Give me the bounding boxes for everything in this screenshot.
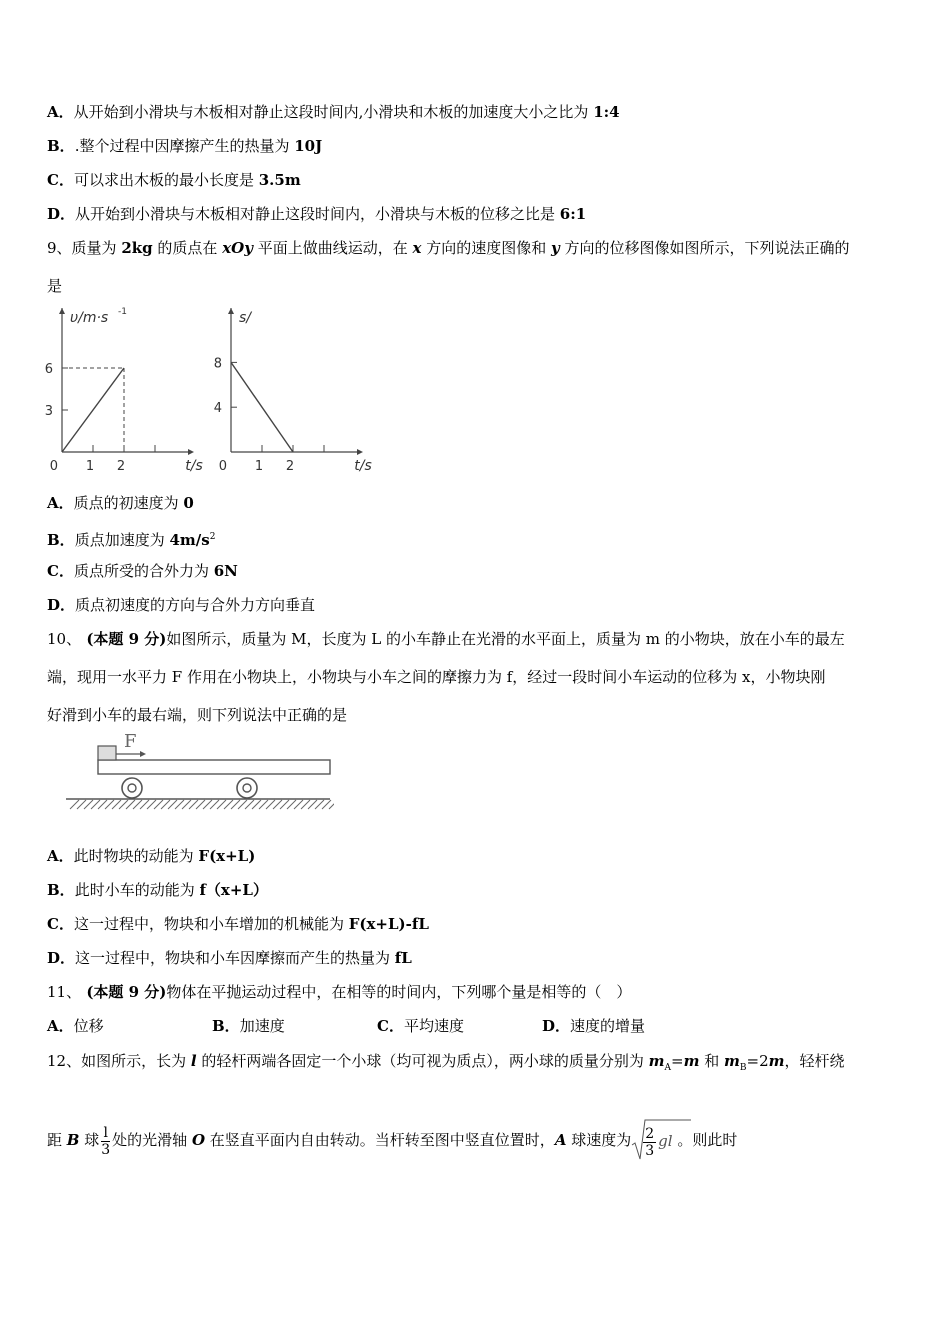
- q9-option-a[interactable]: [47, 493, 194, 513]
- option-value: 4m/s: [169, 531, 210, 549]
- q9-option-c[interactable]: [47, 561, 238, 581]
- q12-stem-line2: [47, 1118, 737, 1164]
- chart-2: [214, 308, 372, 474]
- chart-1: [45, 307, 203, 474]
- x-tick-label: 1: [85, 459, 95, 474]
- ground-hatching: [70, 800, 334, 809]
- q11-stem: [47, 982, 631, 1002]
- q8-option-d[interactable]: [47, 204, 586, 224]
- option-text: 从开始到小滑块与木板相对静止这段时间内，小滑块与木板的位移之比是: [75, 205, 560, 223]
- wheel-left-hub: [128, 784, 136, 792]
- option-text: 从开始到小滑块与木板相对静止这段时间内,小滑块和木板的加速度大小之比为: [73, 103, 594, 121]
- q9-mass: 2kg: [121, 239, 153, 257]
- block: [98, 746, 116, 760]
- option-text: .整个过程中因摩擦产生的热量为: [74, 137, 295, 155]
- y-axis-arrow: [59, 308, 65, 314]
- q8-option-a[interactable]: [47, 102, 620, 122]
- q11-option-d[interactable]: [542, 1016, 645, 1036]
- q12-text: 的轻杆两端各固定一个小球（均可视为质点），两小球的质量分别为: [196, 1052, 649, 1070]
- y-tick-label: 4: [213, 401, 222, 417]
- option-text: 质点初速度的方向与合外力方向垂直: [75, 596, 316, 614]
- x-tick-label: 0: [218, 459, 227, 474]
- option-text: 质点的初速度为: [73, 494, 184, 512]
- q11-options: [47, 1016, 897, 1036]
- option-label: D．: [47, 949, 76, 967]
- q12-mass-a-sub: A: [664, 1063, 671, 1073]
- q12-text: ，轻杆绕: [784, 1052, 845, 1070]
- q11-option-b[interactable]: [212, 1016, 285, 1036]
- q11-text: 物体在平抛运动过程中，在相等的时间内，下列哪个量是相等的（ ）: [166, 983, 632, 1001]
- x-tick-label: 2: [116, 459, 126, 474]
- option-label: A．: [47, 103, 74, 121]
- q9-yvar: y: [550, 239, 560, 257]
- q12-axis-o: O: [191, 1131, 206, 1149]
- option-text: 这一过程中，物块和小车增加的机械能为: [73, 915, 349, 933]
- option-text: 质点加速度为: [74, 531, 170, 549]
- option-value: 1:4: [593, 103, 620, 121]
- q10-option-b[interactable]: [47, 880, 268, 900]
- x-tick-label: 2: [285, 459, 295, 474]
- x-axis-arrow: [357, 449, 363, 455]
- cart-body: [98, 760, 330, 774]
- option-label: C．: [377, 1017, 404, 1035]
- option-value: 6N: [213, 562, 238, 580]
- option-label: B．: [212, 1017, 240, 1035]
- option-label: D．: [47, 205, 76, 223]
- q12-mass-b-sub: B: [739, 1063, 747, 1073]
- q12-text: 和: [699, 1052, 724, 1070]
- y-axis-arrow: [228, 308, 234, 314]
- sqrt-tail: gl: [658, 1132, 673, 1150]
- option-label: B．: [47, 881, 75, 899]
- x-tick-label: 0: [49, 459, 58, 474]
- q10-stem-line1: [47, 629, 845, 649]
- fraction-numerator: l: [101, 1125, 110, 1142]
- q12-mass-b: m: [724, 1052, 740, 1070]
- option-text: 速度的增量: [570, 1017, 646, 1035]
- question-number: 11、: [47, 983, 82, 1001]
- option-label: D．: [542, 1017, 571, 1035]
- cart-figure: [62, 730, 334, 812]
- option-label: C．: [47, 915, 74, 933]
- q12-text: 处的光滑轴: [112, 1131, 192, 1149]
- q12-text: 球速度为: [566, 1131, 632, 1149]
- option-label: D．: [47, 596, 76, 614]
- x-axis-arrow: [188, 449, 194, 455]
- q12-m: m: [683, 1052, 700, 1070]
- displacement-time-graph: [205, 300, 375, 480]
- q9-xvar: x: [412, 239, 422, 257]
- option-text: 质点所受的合外力为: [73, 562, 214, 580]
- option-value: fL: [394, 949, 412, 967]
- q12-m: m: [768, 1052, 785, 1070]
- option-value: f（x+L）: [199, 881, 268, 899]
- option-value: 3.5m: [258, 171, 301, 189]
- q9-text: 方向的位移图像如图所示，下列说法正确的: [559, 239, 850, 257]
- q8-option-c[interactable]: [47, 170, 301, 190]
- velocity-time-graph: [36, 300, 206, 480]
- series-line: [231, 362, 293, 452]
- y-axis-label: s/: [239, 310, 252, 326]
- force-arrow-head: [140, 751, 146, 757]
- y-axis-label-sup: -1: [118, 307, 127, 317]
- y-tick-label: 6: [44, 362, 53, 377]
- option-label: B．: [47, 531, 75, 549]
- q12-text: 。则此时: [672, 1131, 738, 1149]
- option-value: F(x+L): [198, 847, 256, 865]
- option-text: 可以求出木板的最小长度是: [73, 171, 259, 189]
- option-text: 此时小车的动能为: [74, 881, 200, 899]
- option-label: B．: [47, 137, 75, 155]
- question-number: 12、: [47, 1052, 82, 1070]
- q11-option-a[interactable]: [47, 1016, 104, 1036]
- q11-option-c[interactable]: [377, 1016, 464, 1036]
- q12-text: 球: [79, 1131, 100, 1149]
- radical-sign: [631, 1117, 691, 1163]
- option-value-sup: 2: [209, 532, 216, 542]
- q12-text: 在竖直平面内自由转动。当杆转至图中竖直位置时，: [205, 1131, 555, 1149]
- q10-option-a[interactable]: [47, 846, 255, 866]
- y-tick-label: 3: [44, 404, 53, 419]
- x-axis-label: t/s: [185, 458, 203, 474]
- question-number: 10、: [47, 630, 82, 648]
- option-value: 6:1: [559, 205, 587, 223]
- option-label: A．: [47, 494, 74, 512]
- option-label: C．: [47, 171, 74, 189]
- question-number: 9、: [47, 239, 72, 257]
- q10-text: 如图所示，质量为 M，长度为 L 的小车静止在光滑的水平面上，质量为 m 的小物块，放在小车的最左: [166, 630, 845, 648]
- q12-length-var: l: [190, 1052, 197, 1070]
- q12-text: 如图所示，长为: [81, 1052, 191, 1070]
- q10-stem-line2: 端，现用一水平力 F 作用在小物块上，小物块与小车之间的摩擦力为 f，经过一段时间小车运动的位移为 x，小物块刚: [47, 668, 826, 686]
- sqrt-numerator: 2: [645, 1125, 655, 1142]
- option-text: 平均速度: [403, 1017, 464, 1035]
- q12-text: =: [671, 1052, 684, 1070]
- q12-ball-b: B: [66, 1131, 80, 1149]
- q12-ball-a: A: [554, 1131, 567, 1149]
- q12-text: 距: [47, 1131, 67, 1149]
- question-score: (本题 9 分): [81, 630, 167, 648]
- q9-stem-line1: [47, 238, 849, 258]
- q9-stem-line2: 是: [47, 277, 63, 295]
- sqrt-denominator: 3: [645, 1142, 655, 1159]
- x-tick-label: 1: [254, 459, 264, 474]
- sqrt-expression: [631, 1119, 672, 1163]
- y-tick-label: 8: [213, 356, 222, 372]
- option-label: A．: [47, 1017, 74, 1035]
- option-text: 这一过程中，物块和小车因摩擦而产生的热量为: [75, 949, 395, 967]
- fraction-l-over-3: [101, 1125, 110, 1158]
- q9-text: 质量为: [71, 239, 122, 257]
- q8-option-b[interactable]: [47, 136, 322, 156]
- option-text: 加速度: [239, 1017, 285, 1035]
- q9-option-b[interactable]: [47, 527, 215, 550]
- q12-text: =2: [746, 1052, 769, 1070]
- option-label: C．: [47, 562, 74, 580]
- x-axis-label: t/s: [354, 458, 372, 474]
- option-value: F(x+L)-fL: [348, 915, 429, 933]
- q9-plane: xOy: [222, 239, 253, 257]
- fraction-denominator: 3: [101, 1141, 111, 1158]
- option-text: 位移: [73, 1017, 104, 1035]
- q9-text: 平面上做曲线运动，在: [252, 239, 413, 257]
- option-value: 0: [183, 494, 194, 512]
- q9-text: 的质点在: [152, 239, 223, 257]
- q12-stem-line1: [47, 1051, 845, 1078]
- q10-option-c[interactable]: [47, 914, 429, 934]
- option-text: 此时物块的动能为: [73, 847, 199, 865]
- q10-stem-line3: 好滑到小车的最右端，则下列说法中正确的是: [47, 706, 348, 724]
- option-label: A．: [47, 847, 74, 865]
- q12-mass-a: m: [648, 1052, 665, 1070]
- q9-option-d[interactable]: [47, 595, 315, 615]
- series-line: [62, 368, 124, 452]
- force-label: F: [124, 731, 137, 752]
- option-value: 10J: [294, 137, 323, 155]
- question-score: (本题 9 分): [81, 983, 167, 1001]
- y-axis-label: υ/m·s: [70, 310, 109, 326]
- q10-option-d[interactable]: [47, 948, 412, 968]
- wheel-right-hub: [243, 784, 251, 792]
- q9-text: 方向的速度图像和: [421, 239, 551, 257]
